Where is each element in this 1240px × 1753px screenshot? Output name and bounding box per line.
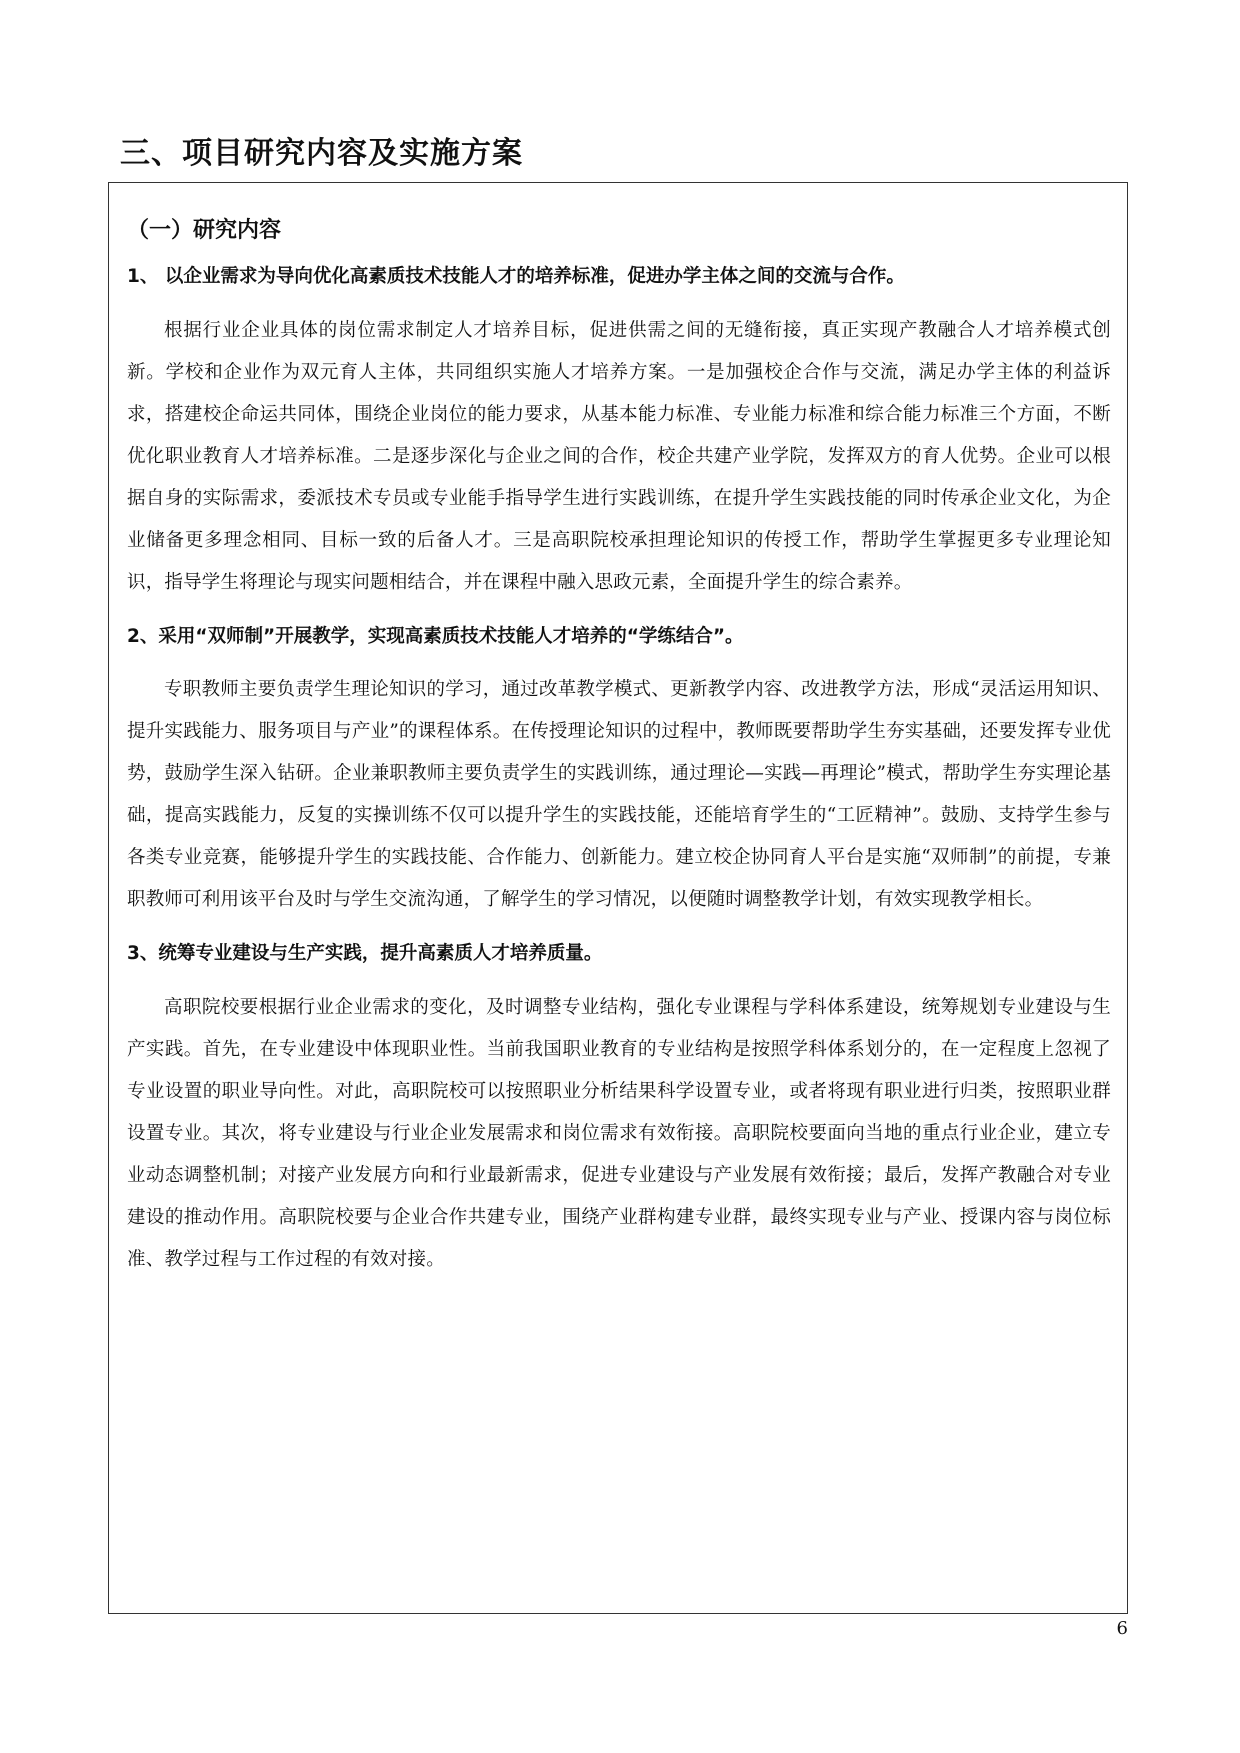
item-paragraph: 专职教师主要负责学生理论知识的学习，通过改革教学模式、更新教学内容、改进教学方法，形成“灵活运用知识、提升实践能力、服务项目与产业”的课程体系。在传授理论知识的过程中，教师既要帮助学生夯实基础，还要发挥专业优势，鼓励学生深入钻研。企业兼职教师主要负责学生的实践训练，通过理论—实践—再理论”模式，帮助学生夯实理论基础，提高实践能力，反复的实操训练不仅可以提升学生的实践技能，还能培育学生的“工匠精神”。鼓励、支持学生参与各类专业竞赛，能够提升学生的实践技能、合作能力、创新能力。建立校企协同育人平台是实施“双师制”的前提，专兼职教师可利用该平台及时与学生交流沟通，了解学生的学习情况，以便随时调整教学计划，有效实现教学相长。 <box>127 679 1111 911</box>
item-heading: 3、统筹专业建设与生产实践，提升高素质人才培养质量。 <box>127 943 603 965</box>
section-heading: （一）研究内容 <box>127 218 282 243</box>
content-item-1 <box>127 262 1111 604</box>
page-title: 三、项目研究内容及实施方案 <box>120 136 523 171</box>
page-number: 6 <box>1116 1618 1128 1639</box>
item-paragraph: 高职院校要根据行业企业需求的变化，及时调整专业结构，强化专业课程与学科体系建设，统筹规划专业建设与生产实践。首先，在专业建设中体现职业性。当前我国职业教育的专业结构是按照学科体系划分的，在一定程度上忽视了专业设置的职业导向性。对此，高职院校可以按照职业分析结果科学设置专业，或者将现有职业进行归类，按照职业群设置专业。其次，将专业建设与行业企业发展需求和岗位需求有效衔接。高职院校要面向当地的重点行业企业，建立专业动态调整机制；对接产业发展方向和行业最新需求，促进专业建设与产业发展有效衔接；最后，发挥产教融合对专业建设的推动作用。高职院校要与企业合作共建专业，围绕产业群构建专业群，最终实现专业与产业、授课内容与岗位标准、教学过程与工作过程的有效对接。 <box>127 996 1111 1270</box>
content-item-3 <box>127 939 1111 1281</box>
content-box <box>108 182 1128 1614</box>
item-heading: 1、 以企业需求为导向优化高素质技术技能人才的培养标准，促进办学主体之间的交流与合作。 <box>127 266 905 287</box>
item-paragraph: 根据行业企业具体的岗位需求制定人才培养目标，促进供需之间的无缝衔接，真正实现产教融合人才培养模式创新。学校和企业作为双元育人主体，共同组织实施人才培养方案。一是加强校企合作与交流，满足办学主体的利益诉求，搭建校企命运共同体，围绕企业岗位的能力要求，从基本能力标准、专业能力标准和综合能力标准三个方面，不断优化职业教育人才培养标准。二是逐步深化与企业之间的合作，校企共建产业学院，发挥双方的育人优势。企业可以根据自身的实际需求，委派技术专员或专业能手指导学生进行实践训练，在提升学生实践技能的同时传承企业文化，为企业储备更多理念相同、目标一致的后备人才。三是高职院校承担理论知识的传授工作，帮助学生掌握更多专业理论知识，指导学生将理论与现实问题相结合，并在课程中融入思政元素，全面提升学生的综合素养。 <box>127 319 1111 593</box>
item-heading: 2、采用“双师制”开展教学，实现高素质技术技能人才培养的“学练结合”。 <box>127 625 744 647</box>
content-item-2 <box>127 622 1111 922</box>
